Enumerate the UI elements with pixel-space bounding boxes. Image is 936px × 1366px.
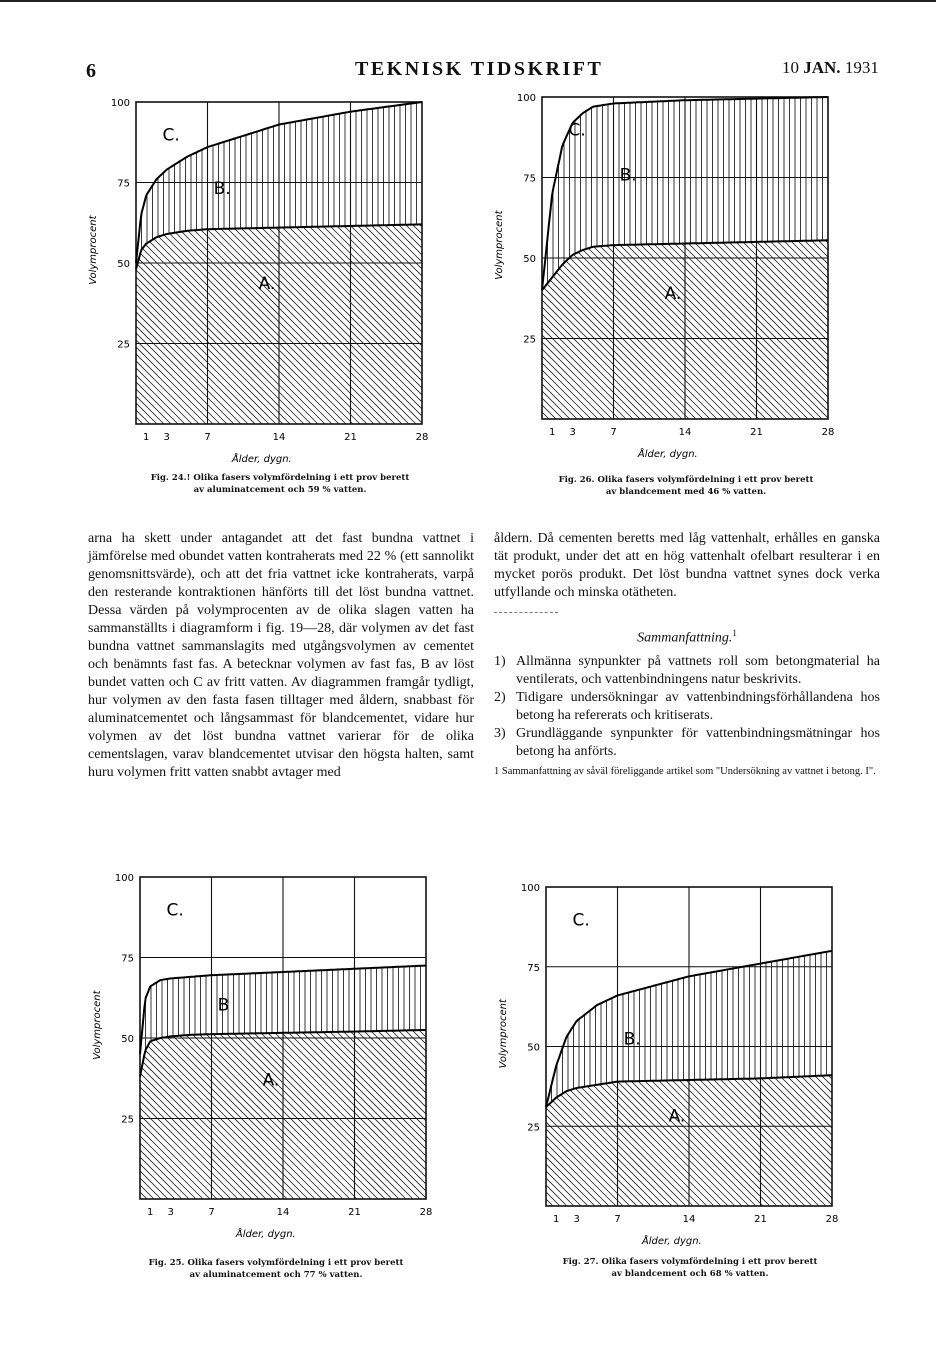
list-text: Allmänna synpunkter på vattnets roll som betongmaterial ha ventilerats, och vattenbindningens natur beskrivits. — [516, 653, 880, 687]
figure-27-caption — [540, 1256, 840, 1280]
x-tick-label: 21 — [344, 432, 357, 443]
x-tick-label: 21 — [754, 1214, 767, 1225]
x-tick-label: 28 — [415, 432, 429, 443]
caption-line: av aluminatcement och 77 % vatten. — [189, 1270, 363, 1280]
x-tick-label: 3 — [573, 1214, 580, 1225]
region-b-label: B. — [213, 179, 231, 200]
y-axis-label: Volymprocent — [494, 210, 505, 280]
left-paragraph: arna ha skett under antagandet att det fast bundna vattnet i jämförelse med obundet vatten kontraherats med 22 % (ett sannolikt genomsnittsvärde), och att det fria vattnet icke kontraherats, varpå den resterande kontraktionen hänförts till det löst bundna vattnet. Dessa värden på volymprocenten av de olika slagen vatten ha sammanställts i diagramform i fig. 19—28, där volymen av det fast bundna vattnet sammanslagits med utgångsvolymen av cementet och benämnts fast fas. A betecknar volymen av fast fas, B av löst bundet vatten och C av fritt vatten. Av diagrammen framgår tydligt, hur volymen av den fasta fasen tilltager med åldern, snabbast för aluminatcementet och långsammast för blandcementet, vidare hur volymen av det löst bundna vattnet varierar för de olika cementslagen, varav blandcementet utvisar den högsta halten, samt huru volymen fritt vatten snabbt avtager med — [88, 531, 474, 780]
region-b-label: B. — [619, 165, 637, 186]
x-tick-label: 1 — [549, 427, 556, 438]
y-tick-label: 100 — [110, 98, 130, 109]
x-tick-label: 28 — [825, 1214, 839, 1225]
y-tick-label: 100 — [114, 873, 134, 884]
region-c-label: C. — [166, 900, 184, 921]
region-a-label: A. — [664, 283, 682, 304]
x-tick-label: 1 — [143, 432, 150, 443]
page-number: 6 — [86, 60, 96, 82]
y-tick-label: 100 — [520, 883, 540, 894]
summary-heading-text: Sammanfattning. — [637, 630, 733, 646]
list-number: 3) — [494, 725, 506, 741]
x-tick-label: 3 — [569, 427, 576, 438]
x-tick-label: 21 — [348, 1207, 361, 1218]
date-month: JAN. — [803, 58, 841, 77]
x-axis-label: Ålder, dygn. — [641, 1236, 702, 1247]
y-axis-label: Volymprocent — [92, 990, 103, 1060]
x-tick-label: 28 — [821, 427, 835, 438]
journal-title: TEKNISK TIDSKRIFT — [355, 58, 604, 80]
y-tick-label: 100 — [516, 93, 536, 104]
x-tick-label: 1 — [553, 1214, 560, 1225]
x-tick-label: 7 — [208, 1207, 215, 1218]
caption-line: av blandcement och 68 % vatten. — [611, 1269, 769, 1279]
x-tick-label: 3 — [163, 432, 170, 443]
footnote-ref: 1 — [732, 628, 737, 638]
region-a-label: A. — [668, 1106, 686, 1127]
list-number: 1) — [494, 653, 506, 669]
caption-line: Fig. 27. Olika fasers volymfördelning i ett prov berett — [562, 1257, 818, 1267]
date-day: 10 — [782, 58, 799, 77]
y-tick-label: 50 — [527, 1042, 540, 1054]
x-axis-label: Ålder, dygn. — [637, 449, 698, 460]
x-axis-label: Ålder, dygn. — [235, 1229, 296, 1240]
y-tick-label: 50 — [121, 1034, 134, 1045]
y-tick-label: 25 — [117, 339, 130, 351]
y-tick-label: 75 — [117, 178, 130, 190]
region-a-label: A. — [258, 273, 276, 294]
x-axis-label: Ålder, dygn. — [231, 454, 292, 465]
list-text: Grundläggande synpunkter för vattenbindningsmätningar hos betong ha anförts. — [516, 725, 880, 759]
y-tick-label: 25 — [121, 1114, 134, 1126]
y-tick-label: 75 — [527, 962, 540, 974]
x-tick-label: 1 — [147, 1207, 154, 1218]
region-c-label: C. — [162, 125, 180, 146]
y-tick-label: 25 — [527, 1122, 540, 1134]
caption-line: av blandcement med 46 % vatten. — [605, 487, 767, 497]
y-tick-label: 25 — [523, 334, 536, 346]
y-tick-label: 50 — [117, 259, 130, 270]
y-tick-label: 75 — [121, 953, 134, 965]
region-b-label: B. — [623, 1029, 641, 1050]
y-tick-label: 75 — [523, 173, 536, 185]
x-tick-label: 14 — [682, 1214, 696, 1225]
region-c-label: C. — [572, 910, 590, 931]
y-axis-label: Volymprocent — [498, 999, 509, 1069]
y-tick-label: 50 — [523, 254, 536, 265]
y-axis-label: Volymprocent — [88, 215, 99, 285]
list-number: 2) — [494, 689, 506, 705]
footnote: 1 Sammanfattning av såväl föreliggande artikel som "Undersökning av vattnet i betong. I". — [494, 765, 876, 777]
region-b-label: B — [217, 995, 230, 1016]
x-tick-label: 28 — [419, 1207, 433, 1218]
list-text: Tidigare undersökningar av vattenbindningsförhållandena hos betong ha refererats och kritiserats. — [516, 689, 880, 723]
date-year: 1931 — [844, 58, 879, 77]
x-tick-label: 3 — [167, 1207, 174, 1218]
x-tick-label: 21 — [750, 427, 763, 438]
x-tick-label: 7 — [614, 1214, 621, 1225]
x-tick-label: 14 — [272, 432, 286, 443]
caption-line: av aluminatcement och 59 % vatten. — [193, 485, 367, 495]
caption-line: Fig. 26. Olika fasers volymfördelning i ett prov berett — [558, 475, 814, 485]
x-tick-label: 14 — [678, 427, 692, 438]
region-c-label: C. — [568, 120, 586, 141]
right-paragraph: åldern. Då cementen beretts med låg vattenhalt, erhålles en ganska tät produkt, under det att en hög vattenhalt ofelbart resulterar i en mycket porös produkt. Det löst bundna vattnet synes dock verka utfyllande och minska otätheten. — [494, 531, 880, 600]
x-tick-label: 7 — [610, 427, 617, 438]
x-tick-label: 7 — [204, 432, 211, 443]
caption-line: Fig. 24.! Olika fasers volymfördelning i ett prov berett — [150, 473, 410, 483]
region-a-label: A. — [262, 1070, 280, 1091]
caption-line: Fig. 25. Olika fasers volymfördelning i ett prov berett — [148, 1258, 404, 1268]
x-tick-label: 14 — [276, 1207, 290, 1218]
